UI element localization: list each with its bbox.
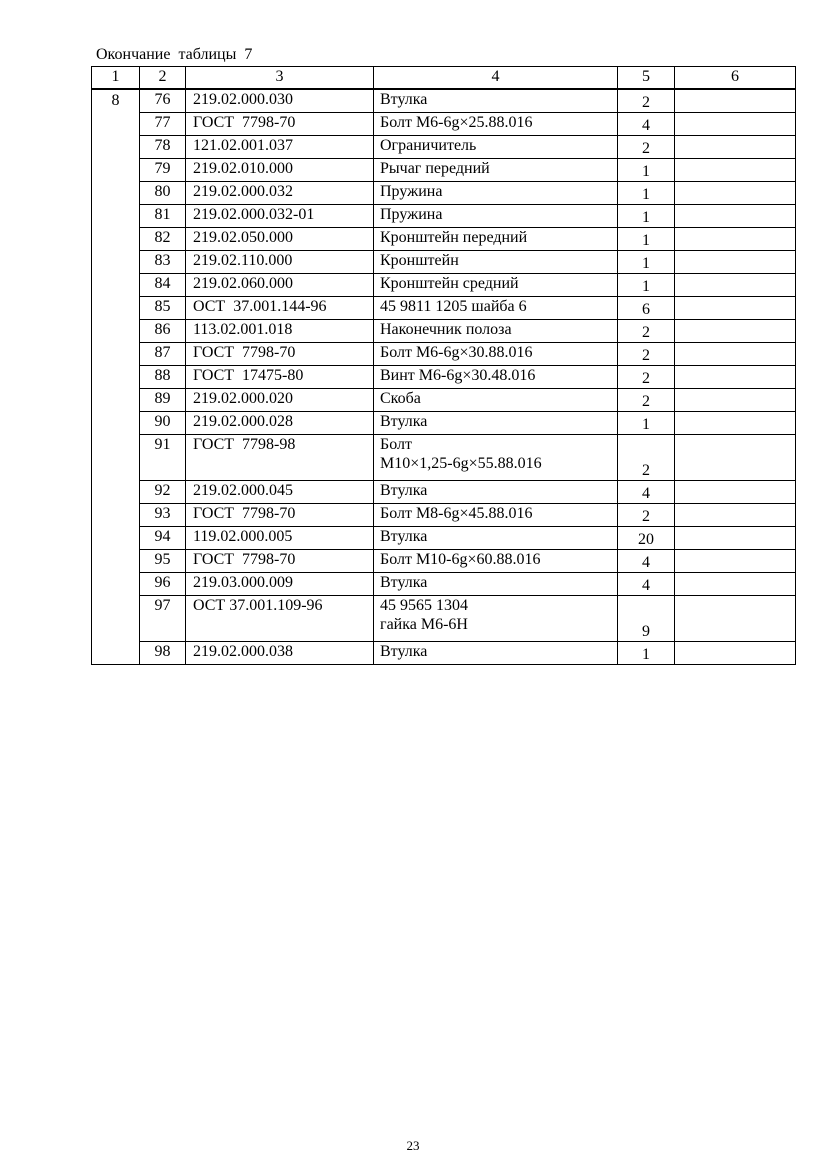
quantity-cell: 1 [618,642,675,665]
table-row [92,366,796,389]
position-cell: 76 [140,89,186,113]
designation-cell: 219.02.060.000 [186,274,374,297]
designation-cell: 219.02.000.020 [186,389,374,412]
quantity-cell: 1 [618,251,675,274]
name-cell: Втулка [374,481,618,504]
position-cell: 86 [140,320,186,343]
designation-cell: 219.02.000.045 [186,481,374,504]
designation-cell: ГОСТ 7798-70 [186,343,374,366]
note-cell [675,481,796,504]
note-cell [675,412,796,435]
note-cell [675,504,796,527]
note-cell [675,596,796,642]
quantity-cell: 2 [618,320,675,343]
designation-cell: 113.02.001.018 [186,320,374,343]
name-cell: Пружина [374,182,618,205]
table-row [92,642,796,665]
name-cell: Ограничитель [374,136,618,159]
position-cell: 90 [140,412,186,435]
quantity-cell: 20 [618,527,675,550]
table-row [92,182,796,205]
designation-cell: 219.02.000.032-01 [186,205,374,228]
designation-cell: ГОСТ 17475-80 [186,366,374,389]
designation-cell: ГОСТ 7798-70 [186,550,374,573]
note-cell [675,297,796,320]
note-cell [675,136,796,159]
designation-cell: ОСТ 37.001.144-96 [186,297,374,320]
table-row [92,159,796,182]
position-cell: 79 [140,159,186,182]
table-header [92,67,796,90]
note-cell [675,343,796,366]
designation-cell: 219.02.000.032 [186,182,374,205]
designation-cell: 119.02.000.005 [186,527,374,550]
quantity-cell: 2 [618,389,675,412]
position-cell: 77 [140,113,186,136]
name-cell: Втулка [374,527,618,550]
note-cell [675,159,796,182]
name-cell: Болт М10-6g×60.88.016 [374,550,618,573]
table-row [92,89,796,113]
column-header: 1 [92,67,140,90]
table-row [92,412,796,435]
table-row [92,435,796,481]
name-cell: Втулка [374,412,618,435]
name-cell: Втулка [374,89,618,113]
position-cell: 98 [140,642,186,665]
note-cell [675,205,796,228]
quantity-cell: 1 [618,182,675,205]
note-cell [675,550,796,573]
name-cell: Втулка [374,642,618,665]
note-cell [675,89,796,113]
name-cell: Болт М6-6g×25.88.016 [374,113,618,136]
note-cell [675,389,796,412]
position-cell: 85 [140,297,186,320]
designation-cell: 121.02.001.037 [186,136,374,159]
position-cell: 91 [140,435,186,481]
position-cell: 81 [140,205,186,228]
note-cell [675,366,796,389]
name-cell: Винт М6-6g×30.48.016 [374,366,618,389]
position-cell: 95 [140,550,186,573]
quantity-cell: 2 [618,366,675,389]
note-cell [675,320,796,343]
position-cell: 87 [140,343,186,366]
note-cell [675,228,796,251]
column-header: 5 [618,67,675,90]
position-cell: 97 [140,596,186,642]
table-row [92,481,796,504]
note-cell [675,182,796,205]
quantity-cell: 2 [618,504,675,527]
note-cell [675,573,796,596]
position-cell: 88 [140,366,186,389]
note-cell [675,642,796,665]
quantity-cell: 2 [618,136,675,159]
name-cell: Наконечник полоза [374,320,618,343]
position-cell: 84 [140,274,186,297]
name-cell: Болт М8-6g×45.88.016 [374,504,618,527]
table-row [92,550,796,573]
quantity-cell: 9 [618,596,675,642]
name-cell: Болт М6-6g×30.88.016 [374,343,618,366]
quantity-cell: 6 [618,297,675,320]
table-row [92,596,796,642]
designation-cell: 219.03.000.009 [186,573,374,596]
position-cell: 93 [140,504,186,527]
name-cell: Рычаг передний [374,159,618,182]
quantity-cell: 4 [618,481,675,504]
designation-cell: 219.02.000.028 [186,412,374,435]
table-row [92,573,796,596]
table-row [92,320,796,343]
note-cell [675,274,796,297]
position-cell: 94 [140,527,186,550]
designation-cell: ОСТ 37.001.109-96 [186,596,374,642]
quantity-cell: 1 [618,228,675,251]
designation-cell: 219.02.050.000 [186,228,374,251]
name-cell: Пружина [374,205,618,228]
name-cell: Втулка [374,573,618,596]
note-cell [675,435,796,481]
quantity-cell: 2 [618,89,675,113]
table-body [92,89,796,665]
table-row [92,504,796,527]
page-number: 23 [406,1138,420,1153]
position-cell: 92 [140,481,186,504]
table-row [92,297,796,320]
spec-table [91,66,796,665]
column-header: 3 [186,67,374,90]
table-row [92,251,796,274]
name-cell: 45 9565 1304 гайка М6-6Н [374,596,618,642]
column-header: 4 [374,67,618,90]
position-cell: 78 [140,136,186,159]
designation-cell: 219.02.010.000 [186,159,374,182]
position-cell: 80 [140,182,186,205]
table-row [92,274,796,297]
quantity-cell: 4 [618,113,675,136]
note-cell [675,113,796,136]
position-cell: 89 [140,389,186,412]
name-cell: Кронштейн средний [374,274,618,297]
designation-cell: ГОСТ 7798-98 [186,435,374,481]
quantity-cell: 4 [618,550,675,573]
table-caption: Окончание таблицы 7 [96,46,253,63]
designation-cell: ГОСТ 7798-70 [186,504,374,527]
name-cell: Скоба [374,389,618,412]
table-row [92,343,796,366]
designation-cell: 219.02.000.030 [186,89,374,113]
quantity-cell: 4 [618,573,675,596]
position-cell: 96 [140,573,186,596]
designation-cell: 219.02.110.000 [186,251,374,274]
quantity-cell: 1 [618,274,675,297]
table-row [92,205,796,228]
note-cell [675,251,796,274]
quantity-cell: 1 [618,205,675,228]
group-cell: 8 [92,89,140,665]
quantity-cell: 2 [618,343,675,366]
column-header: 6 [675,67,796,90]
note-cell [675,527,796,550]
quantity-cell: 1 [618,412,675,435]
name-cell: Кронштейн передний [374,228,618,251]
table-row [92,527,796,550]
position-cell: 83 [140,251,186,274]
quantity-cell: 1 [618,159,675,182]
table-row [92,136,796,159]
designation-cell: ГОСТ 7798-70 [186,113,374,136]
position-cell: 82 [140,228,186,251]
column-header: 2 [140,67,186,90]
table-row [92,113,796,136]
table-row [92,228,796,251]
table-row [92,389,796,412]
designation-cell: 219.02.000.038 [186,642,374,665]
name-cell: 45 9811 1205 шайба 6 [374,297,618,320]
quantity-cell: 2 [618,435,675,481]
name-cell: Кронштейн [374,251,618,274]
name-cell: Болт М10×1,25-6g×55.88.016 [374,435,618,481]
